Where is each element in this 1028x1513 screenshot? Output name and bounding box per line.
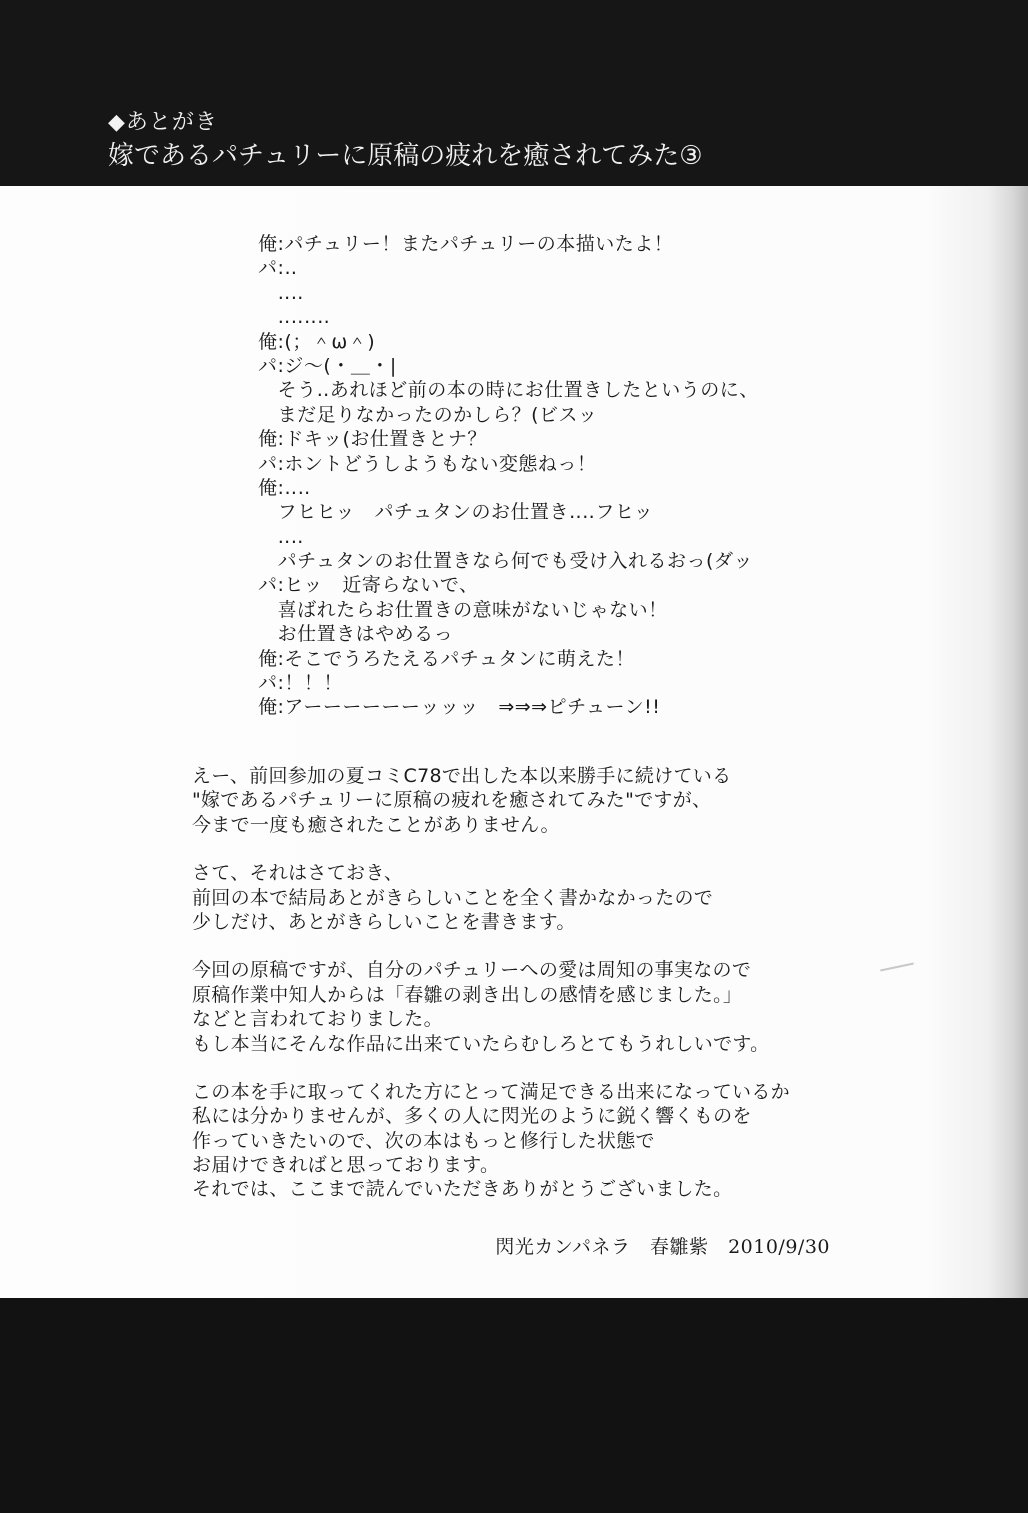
paragraph-line: 今まで一度も癒されたことがありません。 <box>192 813 560 836</box>
signature-date: 2010/9/30 <box>728 1236 830 1258</box>
paragraph-line: 前回の本で結局あとがきらしいことを全く書かなかったので <box>192 886 714 909</box>
dialogue-line: ‥‥ <box>258 281 304 304</box>
dialogue-line: 俺:アーーーーーーッッッ ⇒⇒⇒ピチューン!! <box>258 696 661 719</box>
author-name: 春雛紫 <box>650 1236 709 1258</box>
circle-name: 閃光カンパネラ <box>495 1236 631 1258</box>
dialogue-line: まだ足りなかったのかしら？(ビスッ <box>258 403 598 426</box>
dialogue-line: ‥‥ <box>258 525 304 548</box>
paragraph-line: さて、それはさておき、 <box>192 862 404 885</box>
paragraph-line: 今回の原稿ですが、自分のパチュリーへの愛は周知の事実なので <box>192 959 752 982</box>
paragraph-line: 原稿作業中知人からは「春雛の剥き出しの感情を感じました。」 <box>192 983 743 1006</box>
dialogue-line: そう‥あれほど前の本の時にお仕置きしたというのに、 <box>258 379 759 402</box>
paragraph-line: 私には分かりませんが、多くの人に閃光のように鋭く響くものを <box>192 1105 752 1128</box>
paragraph-line: "嫁であるパチュリーに原稿の疲れを癒されてみた"ですが、 <box>192 789 712 812</box>
paragraph-line: 少しだけ、あとがきらしいことを書きます。 <box>192 910 576 933</box>
dialogue-line: パ:！！！ <box>258 672 343 695</box>
paragraph-line: この本を手に取ってくれた方にとって満足できる出来になっているか <box>192 1080 790 1103</box>
signature <box>495 1234 830 1260</box>
paragraph <box>192 958 852 1056</box>
dialogue-line: パチュタンのお仕置きなら何でも受け入れるおっ(ダッ <box>258 550 753 573</box>
dialogue-line: フヒヒッ パチュタンのお仕置き‥‥フヒッ <box>258 501 654 524</box>
afterword-title: 嫁であるパチュリーに原稿の疲れを癒されてみた③ <box>108 141 703 171</box>
dialogue-line: 喜ばれたらお仕置きの意味がないじゃない！ <box>258 598 668 621</box>
afterword-label: ◆あとがき <box>108 110 218 135</box>
dialogue-line: 俺:ドキッ(お仕置きとナ？ <box>258 428 487 451</box>
dialogue-line: 俺:そこでうろたえるパチュタンに萌えた！ <box>258 647 635 670</box>
dialogue-line: パ:ヒッ 近寄らないで、 <box>258 574 479 597</box>
dialogue-line: 俺:(；＾ω＾) <box>258 330 376 353</box>
paragraph-line: えー、前回参加の夏コミC78で出した本以来勝手に続けている <box>192 765 732 787</box>
afterword-header <box>108 108 703 174</box>
paragraph-line: それでは、ここまで読んでいただきありがとうございました。 <box>192 1178 733 1201</box>
dialogue-line: お仕置きはやめるっ <box>258 623 454 646</box>
paragraph-line: お届けできればと思っております。 <box>192 1154 500 1177</box>
dialogue-line: ‥‥‥‥ <box>258 306 331 329</box>
dialogue-line: パ:ジ〜(・＿・| <box>258 354 397 377</box>
paragraph <box>192 764 852 837</box>
paragraph-line: などと言われておりました。 <box>192 1008 443 1031</box>
dialogue-line: パ:‥ <box>258 257 298 280</box>
paragraph <box>192 861 852 934</box>
paragraph-line: もし本当にそんな作品に出来ていたらむしろとてもうれしいです。 <box>192 1032 770 1055</box>
dialogue-line: パ:ホントどうしようもない変態ねっ！ <box>258 452 597 475</box>
dialogue-line: 俺:‥‥ <box>258 476 311 499</box>
dialogue-line: 俺:パチュリー！またパチュリーの本描いたよ！ <box>258 233 674 255</box>
footer-band <box>0 1298 1028 1513</box>
dialogue-block <box>258 232 858 720</box>
afterword-body <box>192 764 852 1226</box>
paragraph-line: 作っていきたいので、次の本はもっと修行した状態で <box>192 1129 655 1152</box>
paragraph <box>192 1080 852 1202</box>
